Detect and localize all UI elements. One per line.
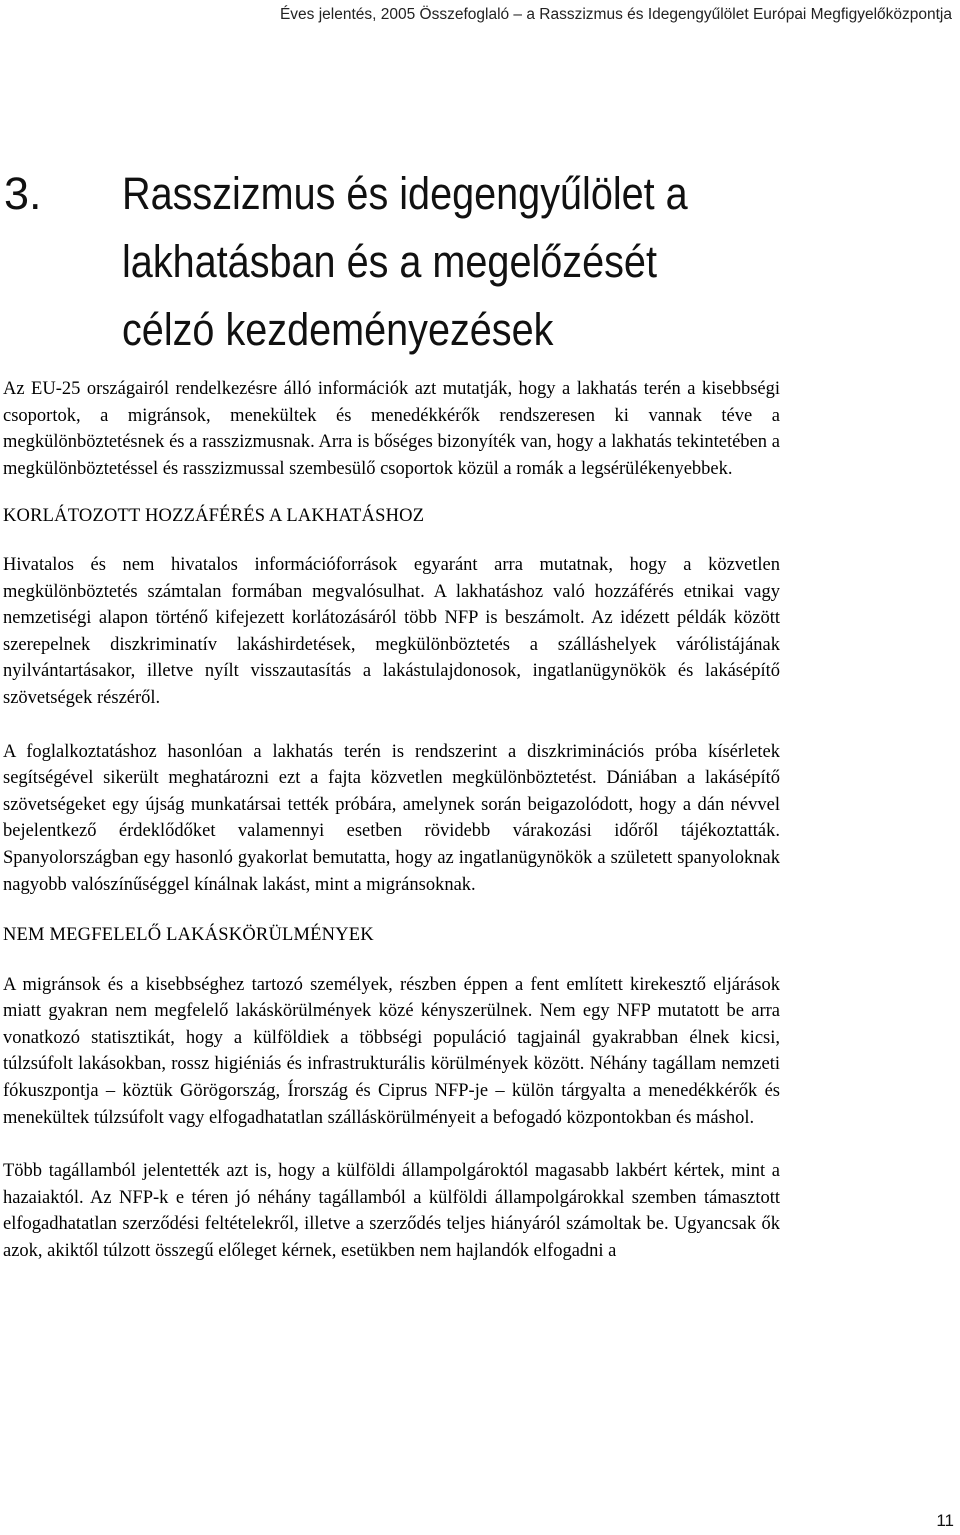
body-text xyxy=(3,376,780,1265)
paragraph: Több tagállamból jelentették azt is, hogy a külföldi állampolgároktól magasabb lakbért kértek, mint a hazaiaktól. Az NFP-k e téren jó néhány tagállamból a külföldi állampolgárokkal szemben támasztott elfogadhatatlan szerződési feltételekről, illetve a szerződés teljes hiányáról számoltak be. Ugyancsak ők azok, akiktől túlzott összegű előleget kérnek, esetükben nem hajlandók elfogadni a xyxy=(3,1161,780,1262)
chapter-title-line: célzó kezdeményezések xyxy=(122,304,554,355)
chapter-title-line: lakhatásban és a megelőzését xyxy=(122,236,657,287)
paragraph: A migránsok és a kisebbséghez tartozó személyek, részben éppen a fent említett kirekesztő eljárások miatt gyakran nem megfelelő lakáskörülmények közé kényszerülnek. Nem egy NFP mutatott be arra vonatkozó statisztikát, hogy a külföldiek a többségi populáció tagjainál gyakrabban élnek kicsi, túlzsúfolt lakásokban, rossz higiéniás és infrastrukturális körülmények között. Néhány tagállam nemzeti fókuszpontja – köztük Görögország, Írország és Ciprus NFP-je – külön tárgyalta a menedékkérők és menekültek túlzsúfolt vagy elfogadhatatlan szálláskörülményeit a befogadó központokban és máshol. xyxy=(3,974,780,1128)
section-heading-access: KORLÁTOZOTT HOZZÁFÉRÉS A LAKHATÁSHOZ xyxy=(3,506,425,527)
chapter-title xyxy=(122,160,826,364)
section-heading-conditions: NEM MEGFELELŐ LAKÁSKÖRÜLMÉNYEK xyxy=(3,925,374,946)
paragraph: A foglalkoztatáshoz hasonlóan a lakhatás terén is rendszerint a diszkriminációs próba kísérletek segítségével sikerült meghatározni ezt a fajta közvetlen megkülönböztetést. Dániában a lakásépítő szövetségeket egy újság munkatársai tették próbára, amelynek során beigazolódott, hogy a dán névvel bejelentkező érdeklődőket valamennyi esetben rövidebb várakozási időről tájékoztatták. Spanyolországban egy hasonló gyakorlat bemutatta, hogy az ingatlanügynökök a született spanyoloknak nagyobb valószínűséggel kínálnak lakást, mint a migránsoknak. xyxy=(3,741,780,895)
chapter-title-line: Rasszizmus és idegengyűlölet a xyxy=(122,168,688,219)
page-number: 11 xyxy=(936,1511,954,1530)
chapter-number: 3. xyxy=(4,168,42,219)
intro-paragraph: Az EU-25 országairól rendelkezésre álló információk azt mutatják, hogy a lakhatás terén a kisebbségi csoportok, a migránsok, menekültek és menedékkérők rendszeresen ki vannak téve a megkülönböztetésnek és a rasszizmusnak. Arra is bőséges bizonyíték van, hogy a lakhatás tekintetében a megkülönböztetéssel és rasszizmussal szembesülő csoportok közül a romák a legsérülékenyebbek. xyxy=(3,379,780,479)
paragraph: Hivatalos és nem hivatalos információforrások egyaránt arra mutatnak, hogy a közvetlen megkülönböztetés számtalan formában megvalósulhat. A lakhatáshoz való hozzáférés etnikai vagy nemzetiségi alapon történő kifejezett korlátozásáról több NFP is beszámolt. Az idézett példák között szerepelnek diszkriminatív lakáshirdetések, megkülönböztetés a szálláshelyek várólistájának nyilvántartásakor, illetve nyílt visszautasítás a lakástulajdonosok, ingatlanügynökök és lakásépítő szövetségek részéről. xyxy=(3,554,780,708)
running-header: Éves jelentés, 2005 Összefoglaló – a Rasszizmus és Idegengyűlölet Európai Megfigyelőközpontja xyxy=(279,6,952,23)
